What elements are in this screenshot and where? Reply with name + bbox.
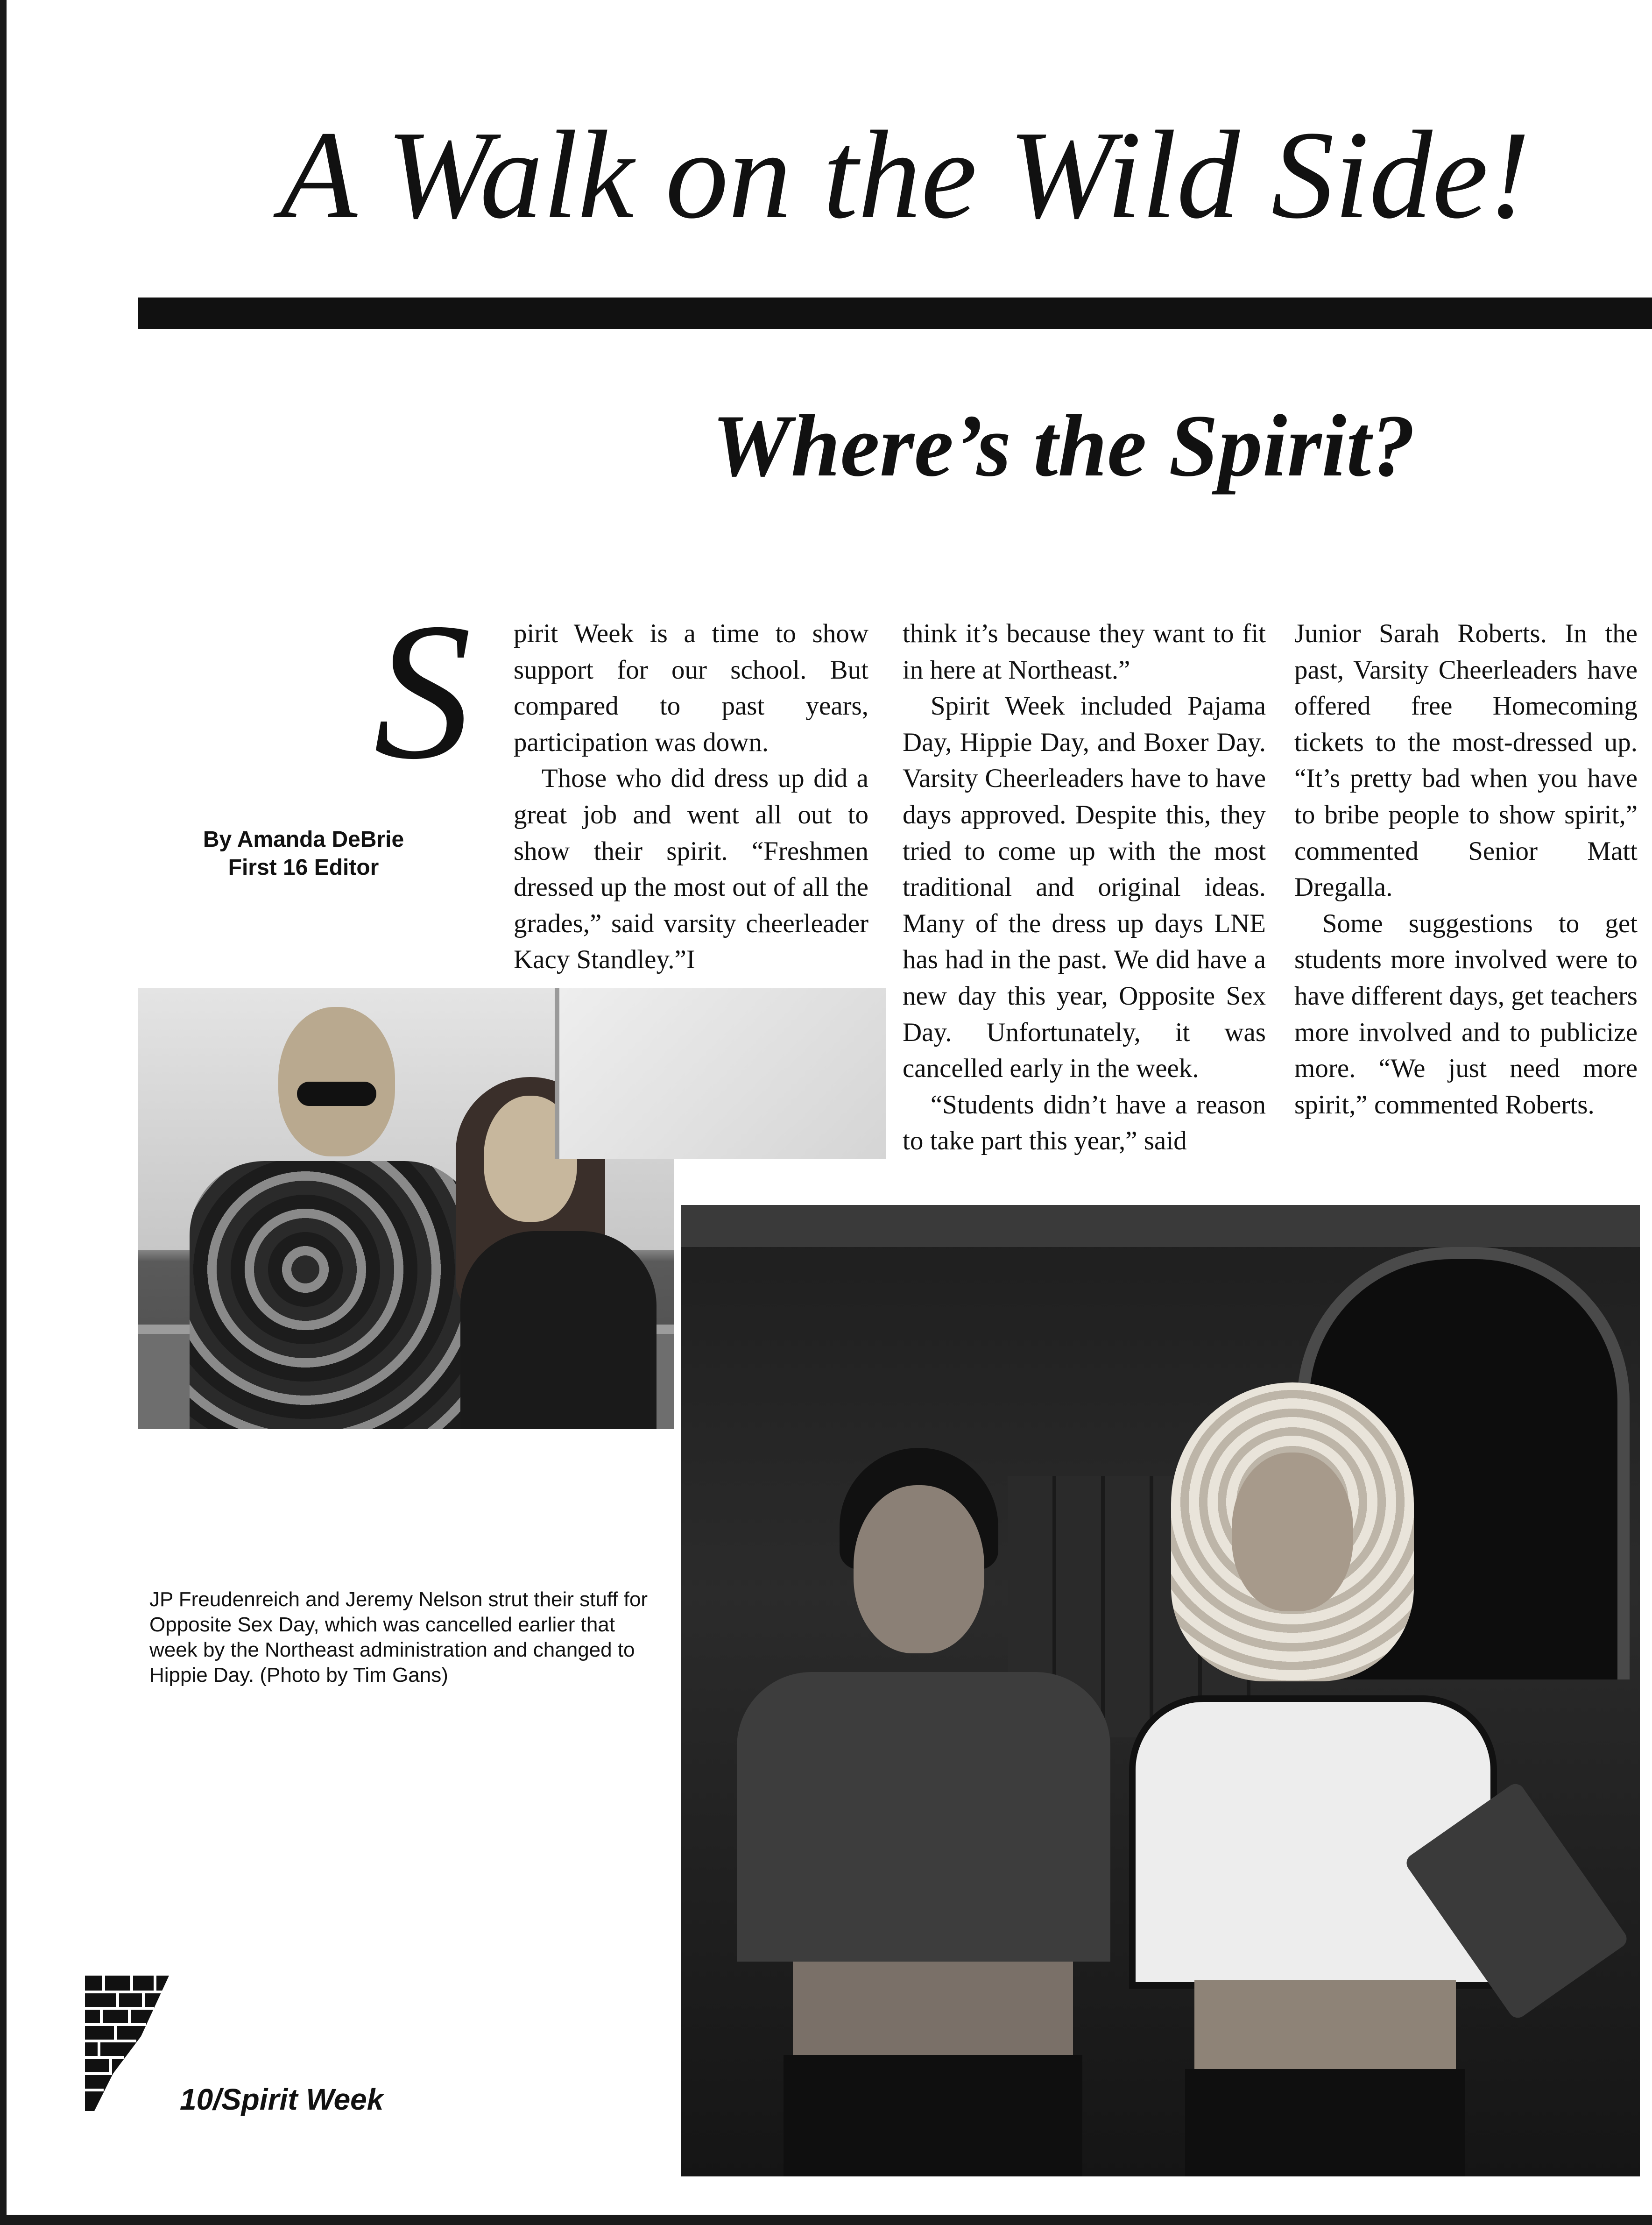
student-shirt [190, 1161, 479, 1429]
student-midriff [1194, 1980, 1456, 2069]
paragraph: think it’s because they want to fit in here at Northeast.” [903, 619, 1266, 685]
paragraph: Spirit Week included Pajama Day, Hippie Day, and Boxer Day. Varsity Cheerleaders have to have days approved. Despite this, they tried to come up with the most traditional and original ideas. Many of the dress up days LNE has had in the past. We did have a new day this year, Opposite Sex Day. Unfortunately, it was cancelled early in the week. [903, 691, 1266, 1084]
paragraph: Some suggestions to get students more involved were to have different days, get teachers more involved and to publicize more. “We just need more spirit,” commented Roberts. [1294, 908, 1638, 1120]
byline [177, 826, 430, 882]
article-column-2 [903, 616, 1266, 1159]
page-title: A Walk on the Wild Side! [280, 105, 1531, 245]
sunglasses [297, 1082, 376, 1106]
title-rule [138, 298, 1652, 329]
paragraph: Junior Sarah Roberts. In the past, Varsity Cheerleaders have offered free Homecoming tickets to the most-dressed up. “It’s pretty bad when you have to bribe people to show spirit,” commented Senior Matt Dregalla. [1294, 619, 1638, 902]
drop-cap: S [374, 582, 472, 800]
article-column-1 [514, 616, 868, 978]
bottom-edge [0, 2215, 1652, 2225]
student-midriff [793, 1962, 1073, 2055]
paragraph: “Students didn’t have a reason to take part this year,” said [903, 1090, 1266, 1156]
photo-opposite-sex-day [681, 1205, 1640, 2176]
byline-role: First 16 Editor [228, 855, 379, 880]
page-edge [0, 0, 7, 2225]
student-pants [784, 2055, 1082, 2176]
article-headline: Where’s the Spirit? [712, 397, 1416, 495]
photo-window-panel [555, 988, 886, 1159]
brick-wall-icon [85, 1957, 174, 2116]
student-head [854, 1485, 984, 1653]
student-head [1232, 1453, 1353, 1611]
student-pants [1185, 2069, 1465, 2176]
page-folio: 10/Spirit Week [180, 2083, 384, 2116]
paragraph: pirit Week is a time to show support for our school. But compared to past years, participation was down. [514, 619, 868, 757]
byline-author: By Amanda DeBrie [203, 827, 404, 852]
student-top [460, 1231, 657, 1429]
student-top [737, 1672, 1110, 1962]
photo-caption: JP Freudenreich and Jeremy Nelson strut their stuff for Opposite Sex Day, which was cancelled earlier that week by the Northeast administration and changed to Hippie Day. (Photo by Tim Gans) [149, 1588, 648, 1686]
article-column-3 [1294, 616, 1638, 1123]
photo-ceiling [681, 1205, 1640, 1247]
paragraph: Those who did dress up did a great job and went all out to show their spirit. “Freshmen dressed up the most out of all the grades,” said varsity cheerleader Kacy Standley.”I [514, 764, 868, 975]
